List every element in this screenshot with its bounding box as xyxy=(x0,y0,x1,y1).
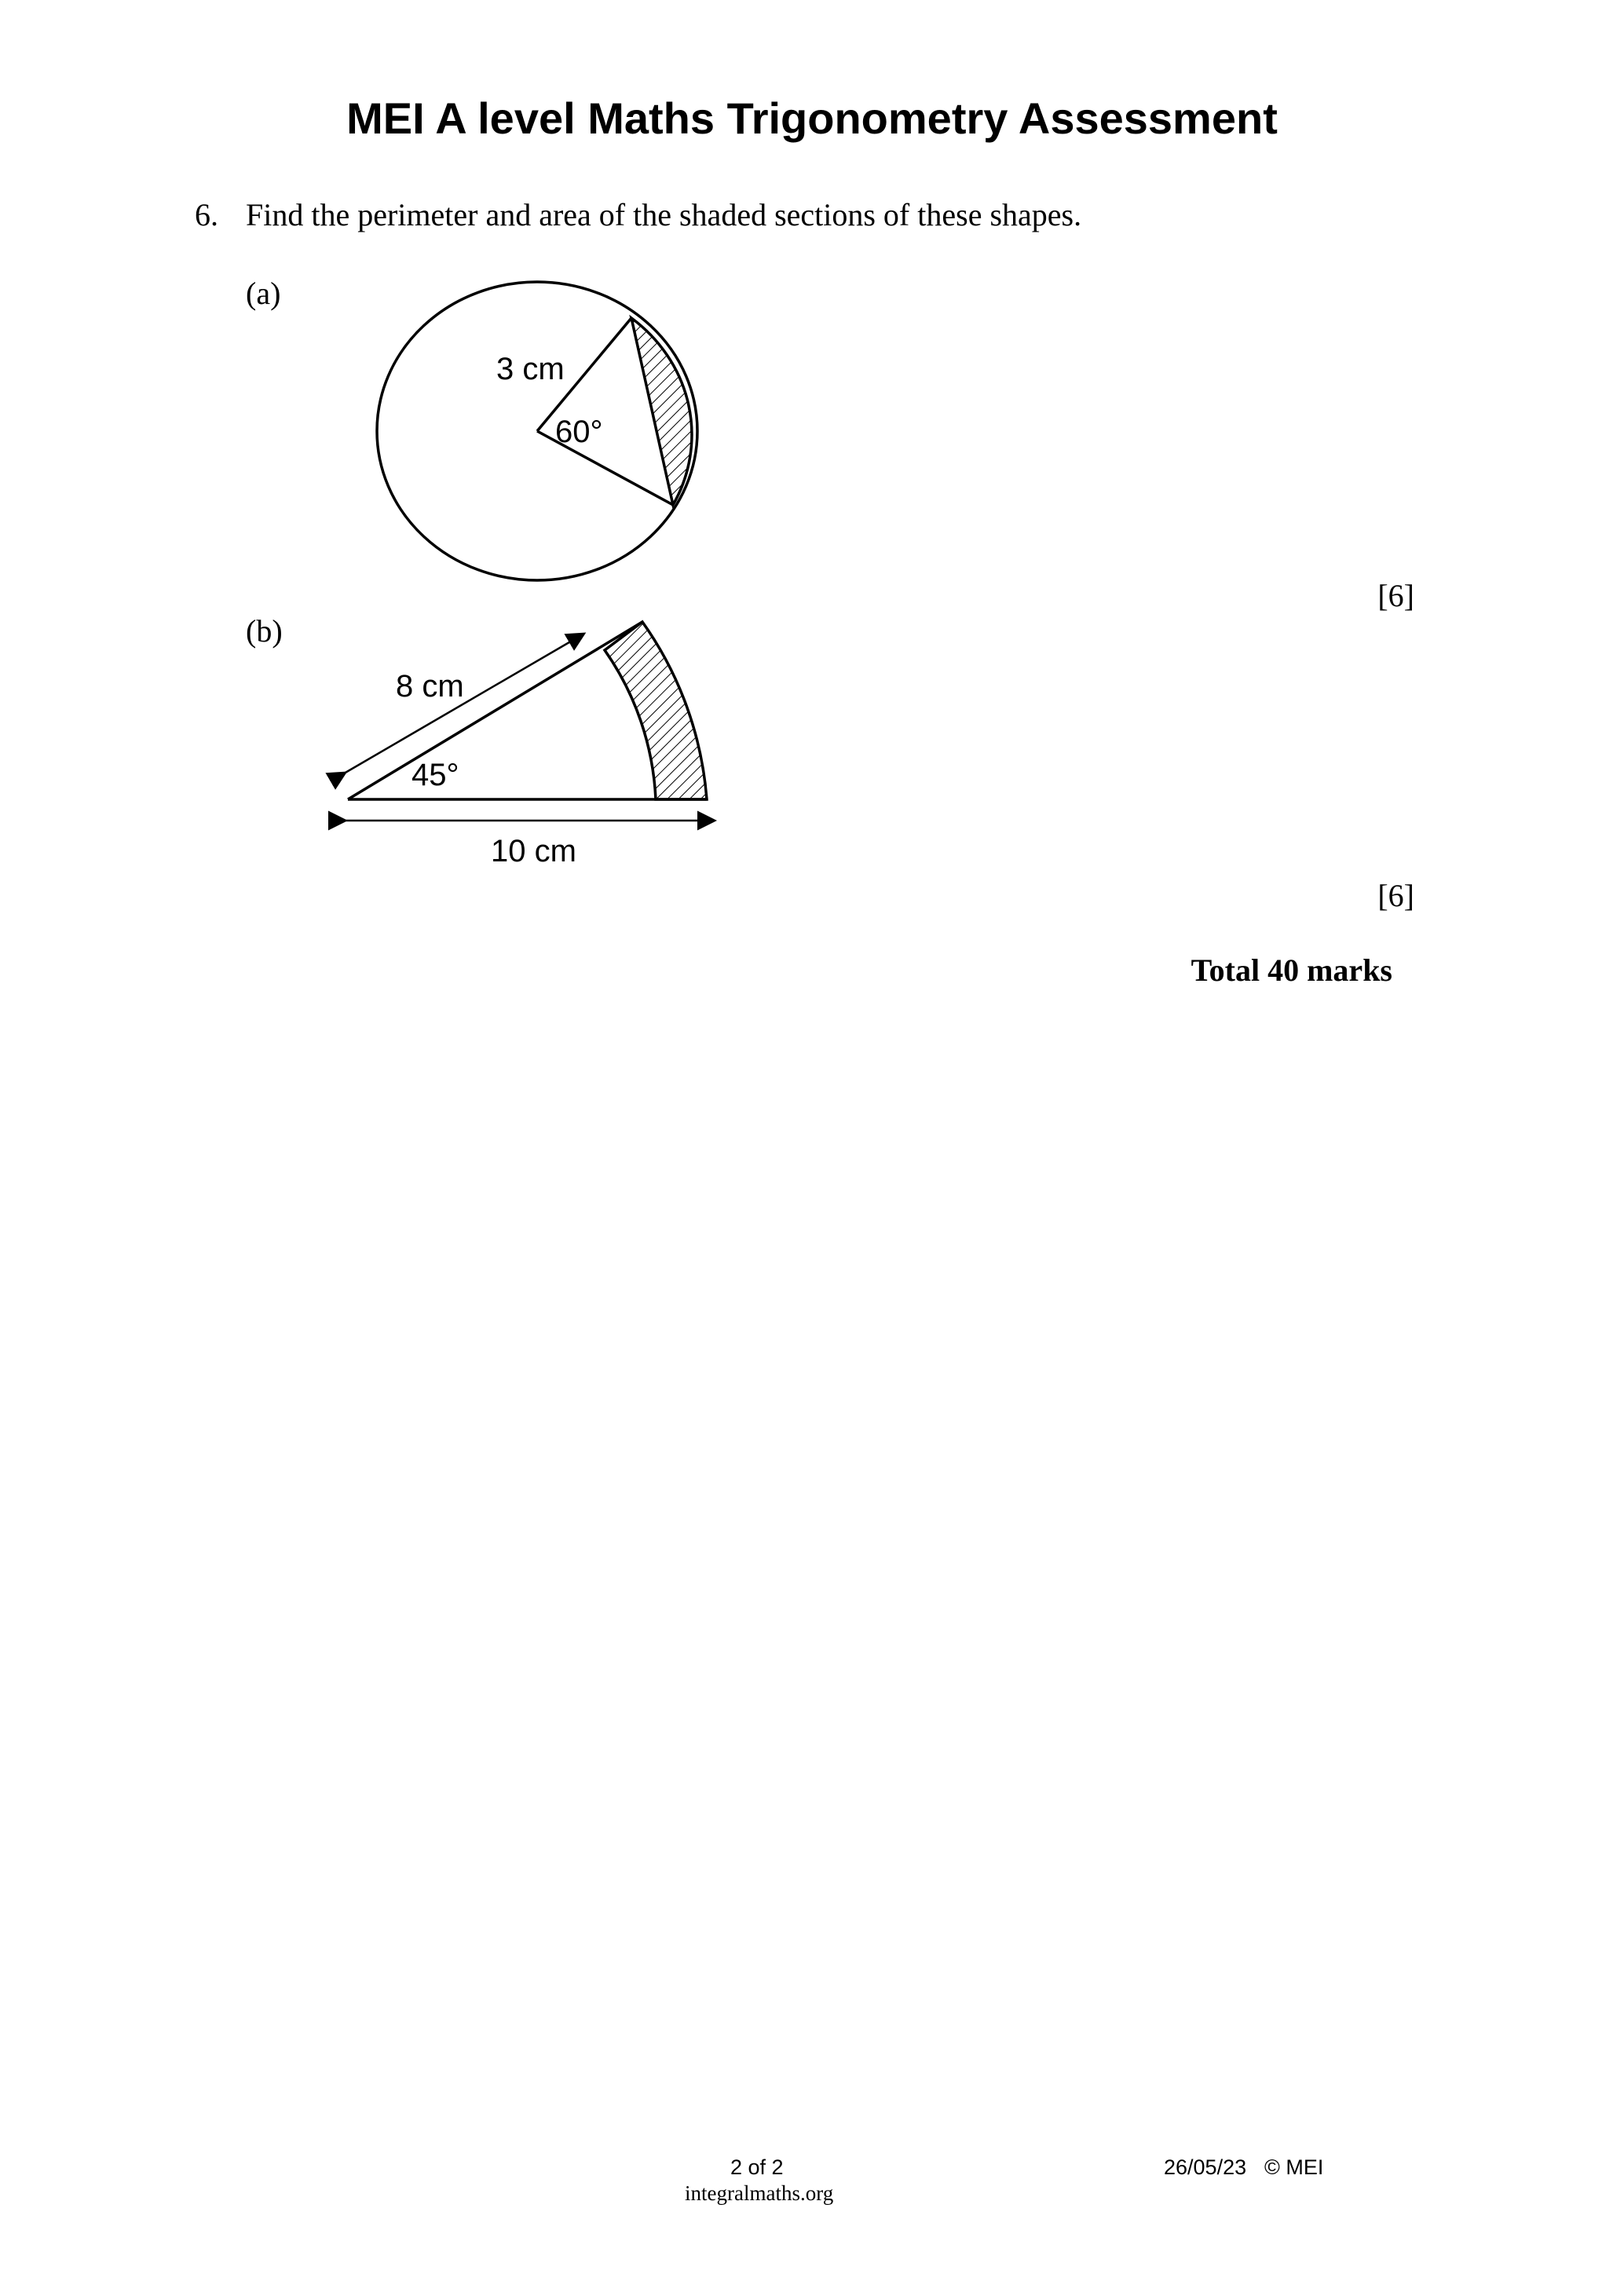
shaded-annulus-sector xyxy=(605,622,707,799)
question-text: Find the perimeter and area of the shaded sections of these shapes. xyxy=(246,197,1082,232)
footer-copyright: © MEI xyxy=(1264,2155,1324,2179)
sector-slant-line xyxy=(348,622,642,799)
part-a-marks: [6] xyxy=(1377,578,1414,613)
footer-page-number: 2 of 2 xyxy=(730,2155,784,2179)
base-length-label: 10 cm xyxy=(491,834,576,868)
radius-label: 3 cm xyxy=(496,352,565,386)
part-b-diagram xyxy=(330,612,722,872)
slant-length-label: 8 cm xyxy=(396,669,464,704)
angle-label-60: 60° xyxy=(555,415,603,449)
angle-label-45: 45° xyxy=(411,758,459,792)
part-b-marks: [6] xyxy=(1377,878,1414,913)
footer-date: 26/05/23 xyxy=(1164,2155,1247,2179)
question-number: 6. xyxy=(195,197,218,232)
total-marks: Total 40 marks xyxy=(1191,952,1392,988)
part-a-label: (a) xyxy=(246,276,281,311)
page-title: MEI A level Maths Trigonometry Assessment xyxy=(346,93,1278,143)
slant-dimension-arrow xyxy=(344,634,583,773)
shaded-segment xyxy=(631,318,692,505)
footer-site: integralmaths.org xyxy=(685,2181,834,2205)
part-b-label: (b) xyxy=(246,613,283,649)
part-a-diagram xyxy=(361,275,707,589)
